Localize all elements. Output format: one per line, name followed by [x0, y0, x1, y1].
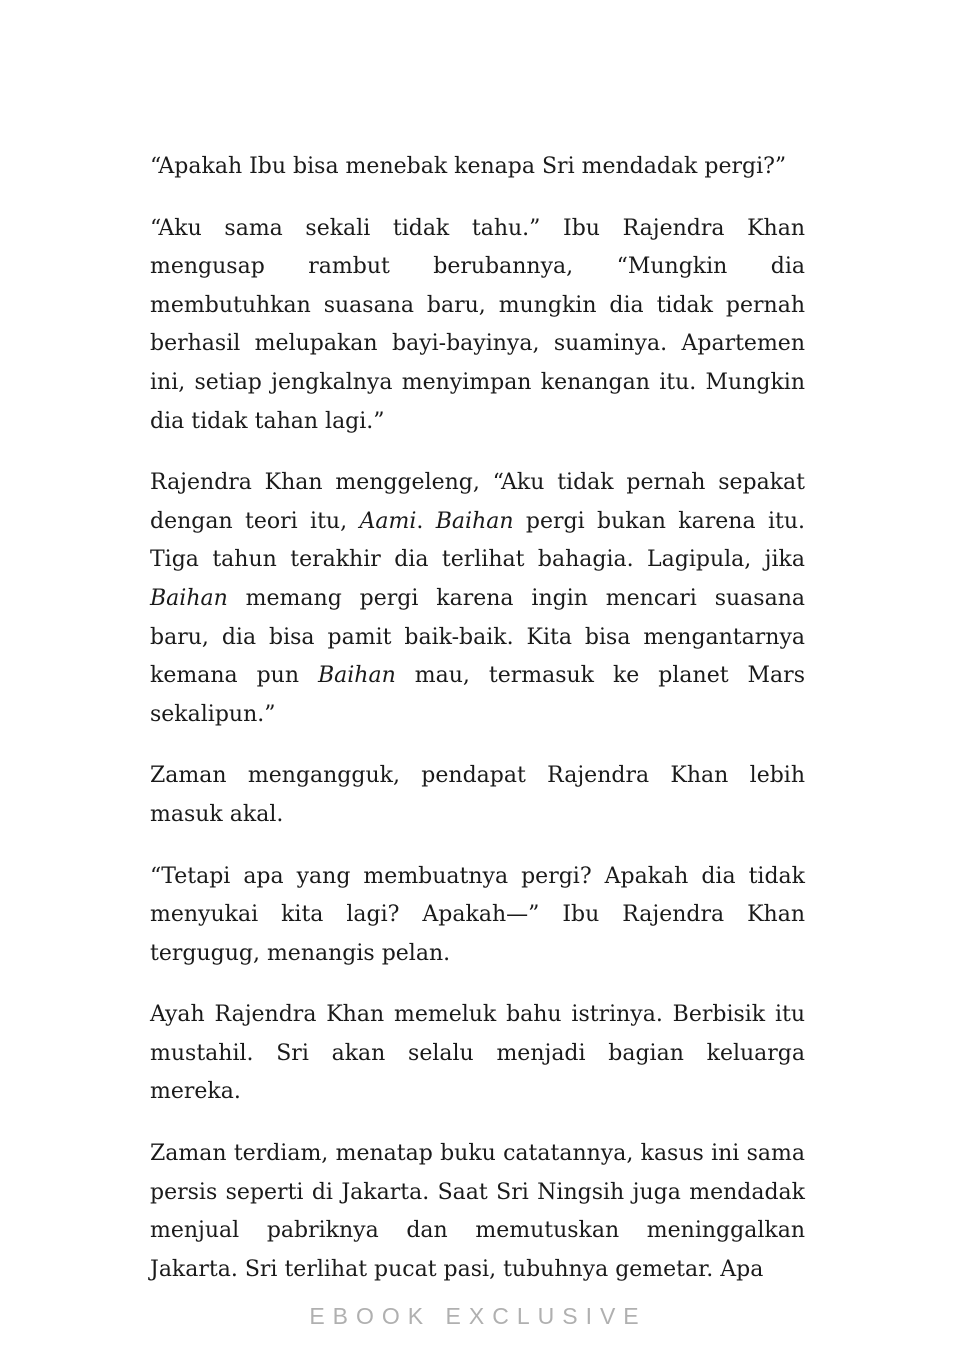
text-run: . — [416, 508, 436, 534]
italic-term: Baihan — [317, 663, 396, 689]
paragraph — [150, 148, 805, 187]
page-body — [150, 148, 805, 1312]
text-run: “Aku sama sekali tidak tahu.” Ibu Rajendra Khan mengusap rambut berubannya, “Mungkin dia membutuhkan suasana baru, mungkin dia tidak pernah berhasil melupakan bayi-bayinya, suaminya. Apartemen ini, setiap jengkalnya menyimpan kenangan itu. Mungkin dia tidak tahan lagi.” — [150, 215, 805, 434]
text-run: Rajendra Khan menggeleng, “Aku tidak pernah sepakat dengan teori itu, — [150, 470, 805, 534]
italic-term: Aami — [359, 508, 417, 534]
text-run: “Tetapi apa yang membuatnya pergi? Apakah dia tidak menyukai kita lagi? Apakah—” Ibu Rajendra Khan tergugug, menangis pelan. — [150, 863, 805, 966]
paragraph — [150, 996, 805, 1112]
paragraph — [150, 757, 805, 834]
italic-term: Baihan — [150, 585, 228, 611]
paragraph — [150, 464, 805, 734]
text-run: Zaman terdiam, menatap buku catatannya, kasus ini sama persis seperti di Jakarta. Saat Sri Ningsih juga mendadak menjual pabriknya dan memutuskan meninggalkan Jakarta. Sri terlihat pucat pasi, tubuhnya gemetar. Apa — [150, 1141, 805, 1282]
paragraph — [150, 210, 805, 442]
text-run: pergi bukan karena itu. Tiga tahun terakhir dia terlihat bahagia. Lagipula, jika — [150, 508, 805, 573]
text-run: Zaman mengangguk, pendapat Rajendra Khan lebih masuk akal. — [150, 763, 805, 827]
text-run: “Apakah Ibu bisa menebak kenapa Sri mendadak pergi?” — [150, 154, 787, 179]
footer-watermark: EBOOK EXCLUSIVE — [309, 1303, 647, 1329]
text-run: Ayah Rajendra Khan memeluk bahu istrinya. Berbisik itu mustahil. Sri akan selalu menjadi bagian keluarga mereka. — [150, 1002, 805, 1105]
text-run: mau, termasuk ke planet Mars sekalipun.” — [150, 663, 805, 727]
paragraph — [150, 1135, 805, 1289]
paragraph — [150, 858, 805, 974]
italic-term: Baihan — [435, 508, 514, 534]
text-run: memang pergi karena ingin mencari suasana baru, dia bisa pamit baik-baik. Kita bisa mengantarnya kemana pun — [150, 585, 805, 689]
